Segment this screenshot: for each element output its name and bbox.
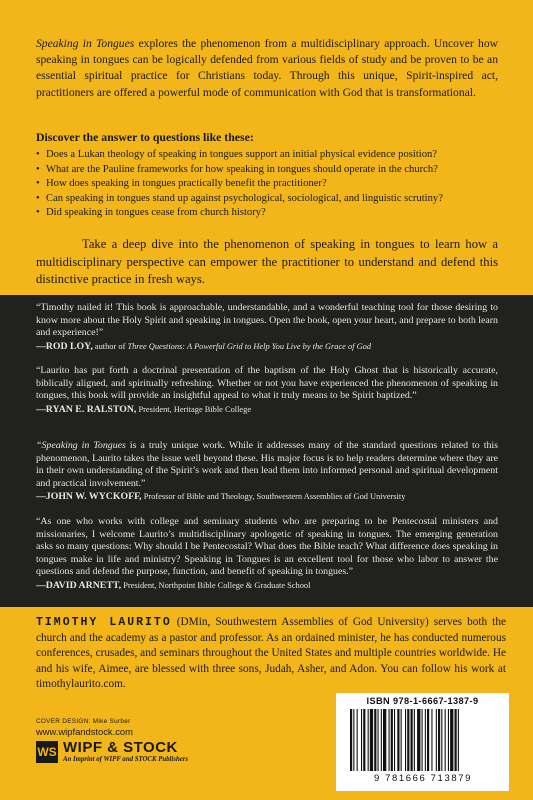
endorsement-quote bbox=[36, 440, 498, 490]
description-section bbox=[0, 0, 533, 295]
endorsement-quote-text: is a truly unique work. While it addresses many of the standard questions related to this phenomenon, Laurito takes the issue well beyond these. His major focus is to help readers determine where they are in their own understanding of the Spirit’s work and then lead them into informed personal and spiritual development and practical involvement.” bbox=[36, 440, 498, 489]
intro-book-title: Speaking in Tongues bbox=[36, 37, 135, 50]
endorsement-quote: “As one who works with college and seminary students who are preparing to be Pentecostal ministers and missionaries, I welcome Laurito’s multidisciplinary apologetic of speaking in tongues. The emerging generation asks so many questions: Why should I be Pentecostal? What does the Bible teach? What difference does speaking in tongues make in life and ministry? Speaking in Tongues is an excellent tool for those who labor to answer the questions and defend the purpose, function, and benefit of speaking in tongues.” bbox=[36, 516, 498, 578]
endorser-book-title: Three Questions: A Powerful Grid to Help You Live by the Grace of God bbox=[127, 341, 372, 351]
isbn-digits: 9 781666 713879 bbox=[374, 773, 472, 784]
publisher-logo-text bbox=[63, 740, 188, 763]
endorsement-ryan-ralston bbox=[36, 365, 498, 416]
endorsement-quote: “Timothy nailed it! This book is approachable, understandable, and a wonderful teaching tool for those desiring to know more about the Holy Spirit and speaking in tongues. Open the book, open your heart, and prepare to both learn and experience!” bbox=[36, 302, 498, 339]
endorsement-john-wyckoff bbox=[36, 440, 498, 503]
endorser-affiliation: President, Northpoint Bible College & Graduate School bbox=[121, 580, 311, 590]
endorser-name: —ROD LOY, bbox=[36, 340, 93, 352]
endorser-affiliation: Professor of Bible and Theology, Southwestern Assemblies of God University bbox=[141, 492, 406, 502]
endorsement-quote-lead: “Speaking in Tongues bbox=[36, 440, 126, 451]
question-item: • What are the Pauline frameworks for how speaking in tongues should operate in the church? bbox=[36, 163, 506, 178]
endorsement-attribution bbox=[36, 341, 498, 353]
endorsement-quote: “Laurito has put forth a doctrinal presentation of the baptism of the Holy Ghost that is historically accurate, biblically aligned, and spiritually refreshing. Whether or not you have experienced the phenomenon of speaking in tongues, this book will provide an insightful appeal to what it truly means to be Spirit baptized.” bbox=[36, 365, 498, 402]
cover-design-credit: COVER DESIGN: Mike Surber bbox=[36, 718, 131, 725]
barcode-icon bbox=[350, 709, 496, 771]
publisher-credits bbox=[36, 718, 133, 737]
endorsement-attribution bbox=[36, 491, 498, 503]
publisher-url: www.wipfandstock.com bbox=[36, 726, 133, 737]
publisher-logo bbox=[36, 740, 188, 763]
wipf-stock-logo-icon: WS bbox=[36, 741, 58, 763]
endorsements-section bbox=[0, 295, 533, 607]
discover-heading: Discover the answer to questions like these: bbox=[36, 130, 254, 144]
endorsement-rod-loy bbox=[36, 302, 498, 353]
question-list bbox=[36, 148, 506, 221]
isbn-label: ISBN 978-1-6667-1387-9 bbox=[366, 696, 479, 706]
endorser-affiliation: President, Heritage Bible College bbox=[136, 404, 252, 414]
question-item: • How does speaking in tongues practically benefit the practitioner? bbox=[36, 177, 506, 192]
endorser-name: —RYAN E. RALSTON, bbox=[36, 403, 137, 415]
intro-paragraph bbox=[36, 36, 498, 101]
question-item: • Did speaking in tongues cease from church history? bbox=[36, 206, 506, 221]
publisher-tagline: An Imprint of WIPF and STOCK Publishers bbox=[63, 756, 189, 763]
author-name: TIMOTHY LAURITO bbox=[36, 616, 172, 629]
author-bio bbox=[36, 615, 506, 693]
endorser-name: —JOHN W. WYCKOFF, bbox=[36, 491, 142, 503]
author-bio-text: (DMin, Southwestern Assemblies of God University) serves both the church and the academy as a pastor and professor. As an ordained minister, he has conducted numerous conferences, crusades, and seminars throughout the United States and multiple countries worldwide. He and his wife, Aimee, are blessed with three sons, Judah, Asher, and Adon. You can follow his work at timothylaurito.com. bbox=[36, 616, 506, 691]
intro-text: explores the phenomenon from a multidisciplinary approach. Uncover how speaking in tongues can be logically defended from various fields of study and be proven to be an essential spiritual practice for Christians today. Through this unique, Spirit-inspired act, practitioners are offered a powerful mode of communication with God that is transformational. bbox=[36, 37, 498, 99]
endorsement-attribution bbox=[36, 580, 498, 592]
endorser-affiliation: author of bbox=[92, 341, 128, 351]
question-item: • Can speaking in tongues stand up against psychological, sociological, and linguistic scrutiny? bbox=[36, 192, 506, 207]
publisher-name: WIPF & STOCK bbox=[63, 739, 178, 756]
isbn-barcode-box bbox=[336, 693, 509, 791]
question-item: • Does a Lukan theology of speaking in tongues support an initial physical evidence position? bbox=[36, 148, 506, 163]
deep-dive-paragraph: Take a deep dive into the phenomenon of speaking in tongues to learn how a multidisciplinary perspective can empower the practitioner to understand and defend this distinctive practice in fresh ways. bbox=[36, 237, 498, 287]
endorsement-attribution bbox=[36, 404, 498, 416]
endorsement-david-arnett bbox=[36, 516, 498, 592]
endorser-name: —DAVID ARNETT, bbox=[36, 579, 122, 591]
